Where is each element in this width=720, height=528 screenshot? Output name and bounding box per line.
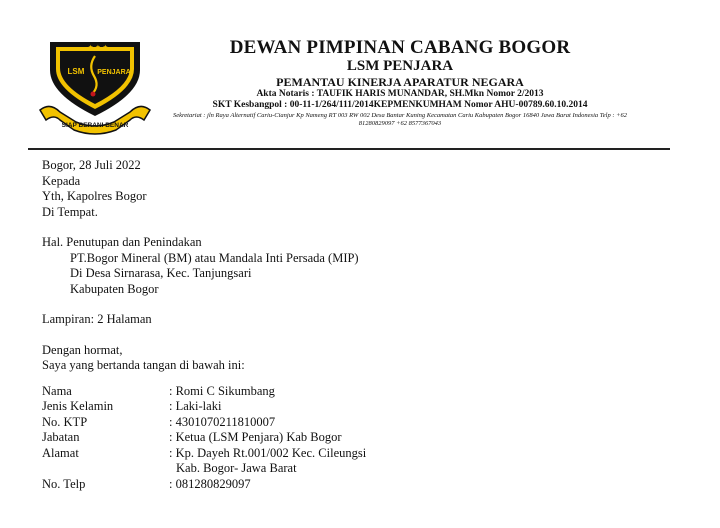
letter-greeting: Dengan hormat, <box>42 342 123 357</box>
letter-intro: Saya yang bertanda tangan di bawah ini: <box>42 358 245 372</box>
letter-attachment: Lampiran: 2 Halaman <box>42 312 152 326</box>
letter-subject: Hal. Penutupan dan Penindakan <box>42 235 202 249</box>
field-label: No. Telp <box>42 476 86 491</box>
field-row-gender <box>42 399 682 415</box>
letterhead-skt: SKT Kesbangpol : 00-11-1/264/111/2014KEPMENKUMHAM Nomor AHU-00789.60.10.2014 <box>212 100 588 110</box>
svg-text:★ ★ ★: ★ ★ ★ <box>88 44 108 51</box>
letterhead-subtitle: PEMANTAU KINERJA APARATUR NEGARA <box>276 75 524 89</box>
field-row-address <box>42 446 682 462</box>
field-value: : 4301070211810007 <box>169 414 276 429</box>
field-label: Jabatan <box>42 430 80 444</box>
field-value: : Romi C Sikumbang <box>169 383 275 398</box>
logo-ribbon-text: SIAP BERANI BENAR <box>61 122 129 129</box>
letter-date: Bogor, 28 Juli 2022 <box>42 158 141 172</box>
letterhead-notary: Akta Notaris : TAUFIK HARIS MUNANDAR, SH.Mkn Nomor 2/2013 <box>256 89 544 99</box>
letter-subject-line: Kabupaten Bogor <box>70 281 159 296</box>
field-row-position <box>42 430 682 446</box>
letter-subject-line: PT.Bogor Mineral (BM) atau Mandala Inti Persada (MIP) <box>70 250 359 265</box>
field-row-ktp <box>42 415 682 431</box>
field-label: Jenis Kelamin <box>42 399 114 413</box>
field-value: : Ketua (LSM Penjara) Kab Bogor <box>169 430 342 444</box>
field-row-name <box>42 384 682 400</box>
letterhead-divider <box>28 148 670 150</box>
letterhead-title: DEWAN PIMPINAN CABANG BOGOR <box>229 37 571 58</box>
letter-body <box>42 158 682 492</box>
letter-recipient: Yth, Kapolres Bogor <box>42 189 147 203</box>
field-value: : Kp. Dayeh Rt.001/002 Kec. Cileungsi <box>169 445 367 460</box>
letterhead-secretariat: Sekretariat : jln Raya Alternatif Cariu-Cianjur Kp Nameng RT 003 RW 002 Desa Bantar Kuning Kecamatan Cariu Kabupaten Bogor 16840 Jawa Barat Indonesia Telp : +62 81280829097 +62 8577367043 <box>172 112 628 127</box>
field-label: Alamat <box>42 445 79 460</box>
field-value: : Laki-laki <box>169 399 222 413</box>
letter-subject-line: Di Desa Sirnarasa, Kec. Tanjungsari <box>70 266 252 280</box>
logo-text-right: PENJARA <box>97 69 131 76</box>
letter-to: Kepada <box>42 173 81 188</box>
field-address-continued: Kab. Bogor- Jawa Barat <box>176 461 297 475</box>
logo-text-left: LSM <box>67 67 85 76</box>
letterhead <box>0 0 720 150</box>
field-label: No. KTP <box>42 414 88 429</box>
lsm-penjara-logo <box>36 36 154 136</box>
letterhead-org: LSM PENJARA <box>346 58 454 74</box>
letterhead-text <box>150 38 650 128</box>
field-value: : 081280829097 <box>169 476 251 491</box>
field-label: Nama <box>42 383 72 398</box>
field-row-phone <box>42 477 682 493</box>
letter-place: Di Tempat. <box>42 204 98 219</box>
